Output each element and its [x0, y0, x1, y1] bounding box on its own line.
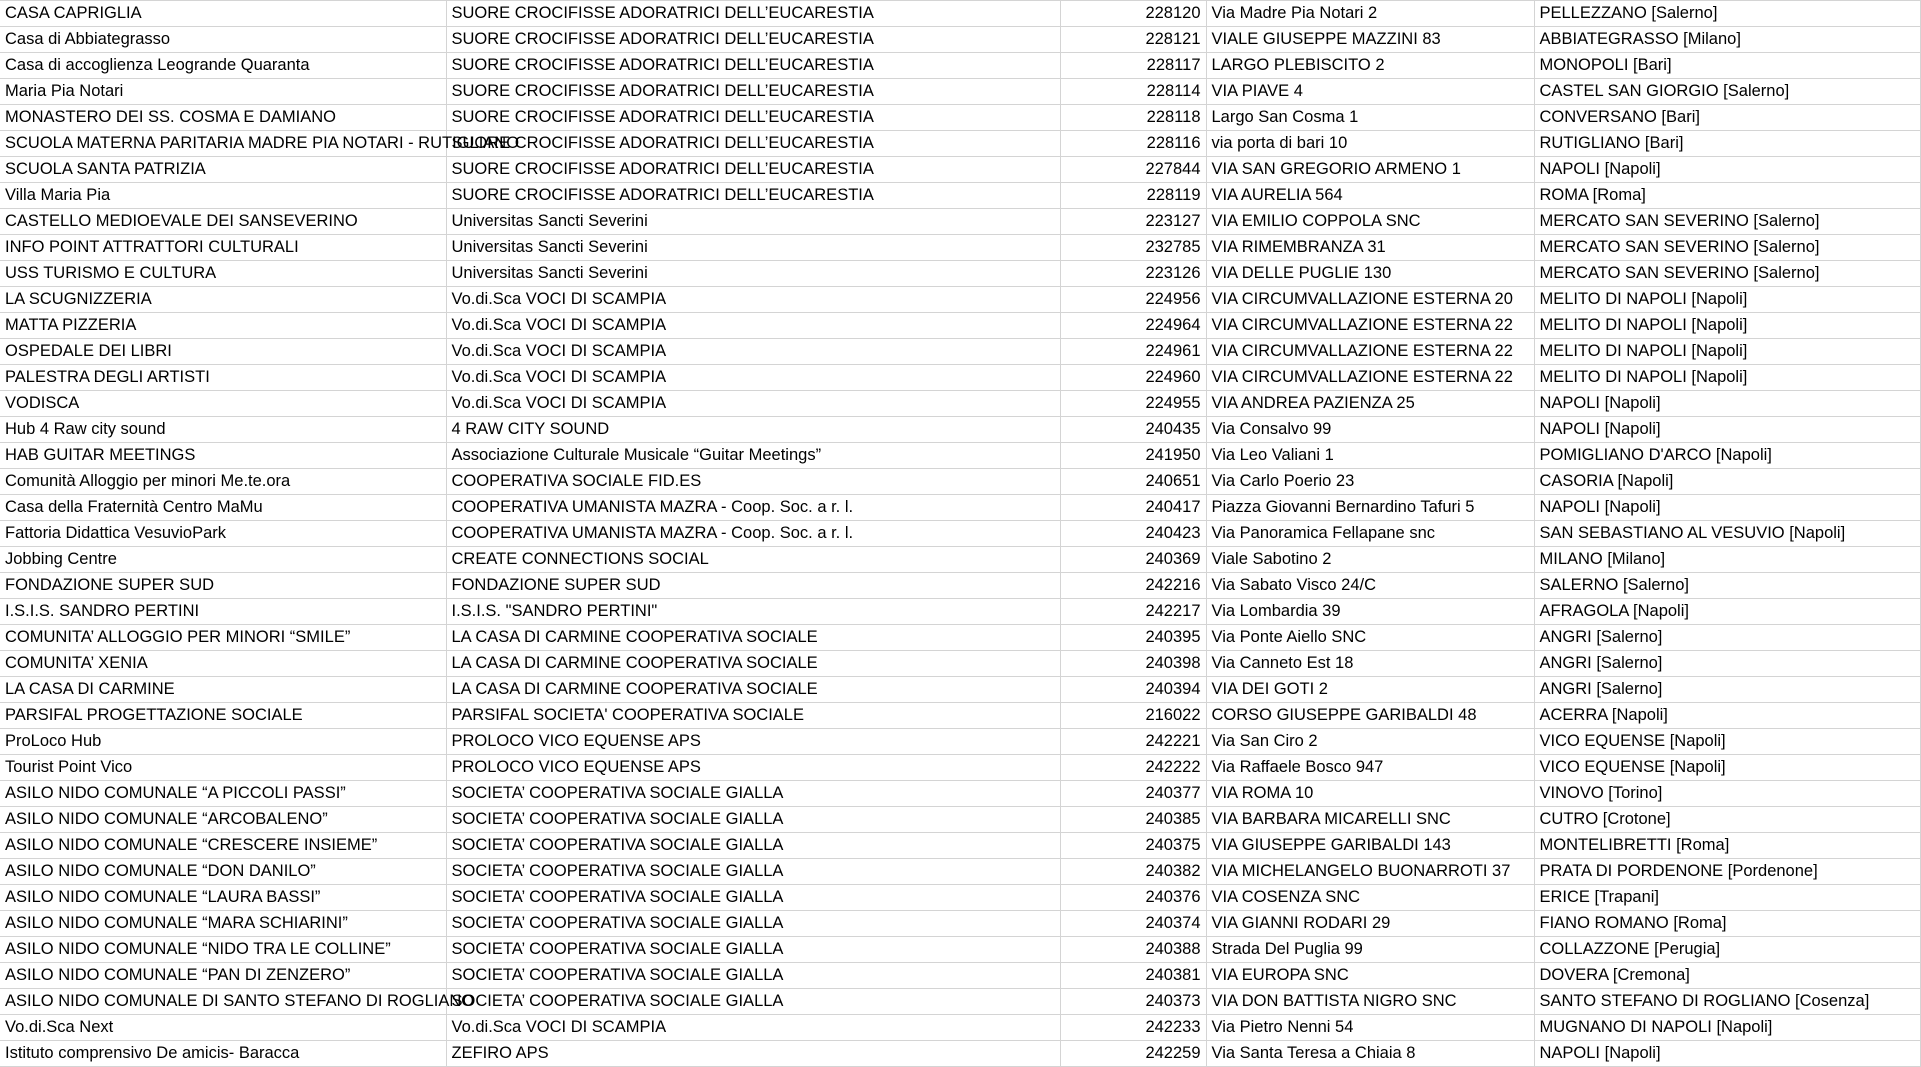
- address-cell[interactable]: VIA EMILIO COPPOLA SNC: [1206, 209, 1534, 235]
- organization-cell[interactable]: SUORE CROCIFISSE ADORATRICI DELL’EUCARESTIA: [446, 105, 1060, 131]
- city-cell[interactable]: CUTRO [Crotone]: [1534, 807, 1920, 833]
- organization-cell[interactable]: LA CASA DI CARMINE COOPERATIVA SOCIALE: [446, 625, 1060, 651]
- address-cell[interactable]: Via Sabato Visco 24/C: [1206, 573, 1534, 599]
- table-row: [0, 183, 1920, 209]
- city-cell[interactable]: CASORIA [Napoli]: [1534, 469, 1920, 495]
- table-row: [0, 417, 1920, 443]
- code-cell[interactable]: 242259: [1060, 1041, 1206, 1067]
- code-cell[interactable]: 240377: [1060, 781, 1206, 807]
- table-row: [0, 989, 1920, 1015]
- site-name-cell[interactable]: Comunità Alloggio per minori Me.te.ora: [0, 469, 446, 495]
- site-name-cell[interactable]: MATTA PIZZERIA: [0, 313, 446, 339]
- site-name-cell[interactable]: Casa della Fraternità Centro MaMu: [0, 495, 446, 521]
- address-cell[interactable]: VIA CIRCUMVALLAZIONE ESTERNA 22: [1206, 365, 1534, 391]
- city-cell[interactable]: PELLEZZANO [Salerno]: [1534, 1, 1920, 27]
- address-cell[interactable]: VIA RIMEMBRANZA 31: [1206, 235, 1534, 261]
- address-cell[interactable]: VIA MICHELANGELO BUONARROTI 37: [1206, 859, 1534, 885]
- site-name-cell[interactable]: Jobbing Centre: [0, 547, 446, 573]
- code-cell[interactable]: 228114: [1060, 79, 1206, 105]
- table-row: [0, 235, 1920, 261]
- code-cell[interactable]: 228119: [1060, 183, 1206, 209]
- table-row: [0, 833, 1920, 859]
- site-name-cell[interactable]: PALESTRA DEGLI ARTISTI: [0, 365, 446, 391]
- site-name-cell[interactable]: ASILO NIDO COMUNALE “A PICCOLI PASSI”: [0, 781, 446, 807]
- address-cell[interactable]: VIA SAN GREGORIO ARMENO 1: [1206, 157, 1534, 183]
- organization-cell[interactable]: FONDAZIONE SUPER SUD: [446, 573, 1060, 599]
- site-name-cell[interactable]: ASILO NIDO COMUNALE “NIDO TRA LE COLLINE”: [0, 937, 446, 963]
- organization-cell[interactable]: Vo.di.Sca VOCI DI SCAMPIA: [446, 313, 1060, 339]
- city-cell[interactable]: ANGRI [Salerno]: [1534, 651, 1920, 677]
- site-name-cell[interactable]: CASTELLO MEDIOEVALE DEI SANSEVERINO: [0, 209, 446, 235]
- site-name-cell[interactable]: Villa Maria Pia: [0, 183, 446, 209]
- organization-cell[interactable]: PROLOCO VICO EQUENSE APS: [446, 729, 1060, 755]
- site-name-cell[interactable]: OSPEDALE DEI LIBRI: [0, 339, 446, 365]
- address-cell[interactable]: Via San Ciro 2: [1206, 729, 1534, 755]
- city-cell[interactable]: SANTO STEFANO DI ROGLIANO [Cosenza]: [1534, 989, 1920, 1015]
- table-row: [0, 1, 1920, 27]
- code-cell[interactable]: 240398: [1060, 651, 1206, 677]
- table-row: [0, 807, 1920, 833]
- code-cell[interactable]: 240435: [1060, 417, 1206, 443]
- code-cell[interactable]: 240374: [1060, 911, 1206, 937]
- site-name-cell[interactable]: Tourist Point Vico: [0, 755, 446, 781]
- site-name-cell[interactable]: Casa di accoglienza Leogrande Quaranta: [0, 53, 446, 79]
- address-cell[interactable]: VIA AURELIA 564: [1206, 183, 1534, 209]
- city-cell[interactable]: NAPOLI [Napoli]: [1534, 157, 1920, 183]
- table-row: [0, 1041, 1920, 1067]
- address-cell[interactable]: Via Ponte Aiello SNC: [1206, 625, 1534, 651]
- address-cell[interactable]: LARGO PLEBISCITO 2: [1206, 53, 1534, 79]
- site-name-cell[interactable]: VODISCA: [0, 391, 446, 417]
- table-row: [0, 781, 1920, 807]
- table-row: [0, 339, 1920, 365]
- code-cell[interactable]: 240376: [1060, 885, 1206, 911]
- organization-cell[interactable]: Vo.di.Sca VOCI DI SCAMPIA: [446, 391, 1060, 417]
- code-cell[interactable]: 228118: [1060, 105, 1206, 131]
- organization-cell[interactable]: SOCIETA’ COOPERATIVA SOCIALE GIALLA: [446, 807, 1060, 833]
- site-name-cell[interactable]: ASILO NIDO COMUNALE “ARCOBALENO”: [0, 807, 446, 833]
- site-name-cell[interactable]: LA CASA DI CARMINE: [0, 677, 446, 703]
- site-name-cell[interactable]: HAB GUITAR MEETINGS: [0, 443, 446, 469]
- address-cell[interactable]: Via Panoramica Fellapane snc: [1206, 521, 1534, 547]
- organization-cell[interactable]: LA CASA DI CARMINE COOPERATIVA SOCIALE: [446, 651, 1060, 677]
- city-cell[interactable]: PRATA DI PORDENONE [Pordenone]: [1534, 859, 1920, 885]
- table-row: [0, 105, 1920, 131]
- organization-cell[interactable]: SOCIETA’ COOPERATIVA SOCIALE GIALLA: [446, 781, 1060, 807]
- organization-cell[interactable]: SOCIETA’ COOPERATIVA SOCIALE GIALLA: [446, 989, 1060, 1015]
- table-row: [0, 859, 1920, 885]
- address-cell[interactable]: Via Canneto Est 18: [1206, 651, 1534, 677]
- organization-cell[interactable]: SOCIETA’ COOPERATIVA SOCIALE GIALLA: [446, 859, 1060, 885]
- code-cell[interactable]: 242222: [1060, 755, 1206, 781]
- site-name-cell[interactable]: COMUNITA’ XENIA: [0, 651, 446, 677]
- site-name-cell[interactable]: Vo.di.Sca Next: [0, 1015, 446, 1041]
- table-row: [0, 599, 1920, 625]
- city-cell[interactable]: RUTIGLIANO [Bari]: [1534, 131, 1920, 157]
- address-cell[interactable]: Via Santa Teresa a Chiaia 8: [1206, 1041, 1534, 1067]
- site-name-cell[interactable]: COMUNITA’ ALLOGGIO PER MINORI “SMILE”: [0, 625, 446, 651]
- city-cell[interactable]: MELITO DI NAPOLI [Napoli]: [1534, 313, 1920, 339]
- table-row: [0, 885, 1920, 911]
- city-cell[interactable]: ABBIATEGRASSO [Milano]: [1534, 27, 1920, 53]
- organization-cell[interactable]: Universitas Sancti Severini: [446, 261, 1060, 287]
- site-name-cell[interactable]: Istituto comprensivo De amicis- Baracca: [0, 1041, 446, 1067]
- code-cell[interactable]: 240395: [1060, 625, 1206, 651]
- site-name-cell[interactable]: Fattoria Didattica VesuvioPark: [0, 521, 446, 547]
- address-cell[interactable]: VIA CIRCUMVALLAZIONE ESTERNA 22: [1206, 339, 1534, 365]
- table-row: [0, 443, 1920, 469]
- organization-cell[interactable]: SUORE CROCIFISSE ADORATRICI DELL’EUCARESTIA: [446, 131, 1060, 157]
- city-cell[interactable]: DOVERA [Cremona]: [1534, 963, 1920, 989]
- city-cell[interactable]: ROMA [Roma]: [1534, 183, 1920, 209]
- city-cell[interactable]: MELITO DI NAPOLI [Napoli]: [1534, 365, 1920, 391]
- site-name-cell[interactable]: INFO POINT ATTRATTORI CULTURALI: [0, 235, 446, 261]
- organization-cell[interactable]: SUORE CROCIFISSE ADORATRICI DELL’EUCARESTIA: [446, 53, 1060, 79]
- organization-cell[interactable]: Universitas Sancti Severini: [446, 209, 1060, 235]
- table-row: [0, 521, 1920, 547]
- site-name-cell[interactable]: ASILO NIDO COMUNALE “PAN DI ZENZERO”: [0, 963, 446, 989]
- address-cell[interactable]: Via Leo Valiani 1: [1206, 443, 1534, 469]
- organization-cell[interactable]: SUORE CROCIFISSE ADORATRICI DELL’EUCARESTIA: [446, 27, 1060, 53]
- city-cell[interactable]: NAPOLI [Napoli]: [1534, 391, 1920, 417]
- code-cell[interactable]: 224960: [1060, 365, 1206, 391]
- organization-cell[interactable]: I.S.I.S. "SANDRO PERTINI": [446, 599, 1060, 625]
- address-cell[interactable]: Via Lombardia 39: [1206, 599, 1534, 625]
- code-cell[interactable]: 241950: [1060, 443, 1206, 469]
- address-cell[interactable]: Via Pietro Nenni 54: [1206, 1015, 1534, 1041]
- address-cell[interactable]: VIA CIRCUMVALLAZIONE ESTERNA 22: [1206, 313, 1534, 339]
- organization-cell[interactable]: SOCIETA’ COOPERATIVA SOCIALE GIALLA: [446, 885, 1060, 911]
- table-row: [0, 287, 1920, 313]
- site-name-cell[interactable]: Maria Pia Notari: [0, 79, 446, 105]
- city-cell[interactable]: COLLAZZONE [Perugia]: [1534, 937, 1920, 963]
- table-row: [0, 261, 1920, 287]
- city-cell[interactable]: ANGRI [Salerno]: [1534, 677, 1920, 703]
- table-row: [0, 911, 1920, 937]
- organization-cell[interactable]: PARSIFAL SOCIETA' COOPERATIVA SOCIALE: [446, 703, 1060, 729]
- site-name-cell[interactable]: ASILO NIDO COMUNALE “DON DANILO”: [0, 859, 446, 885]
- code-cell[interactable]: 242221: [1060, 729, 1206, 755]
- site-name-cell[interactable]: FONDAZIONE SUPER SUD: [0, 573, 446, 599]
- organization-cell[interactable]: LA CASA DI CARMINE COOPERATIVA SOCIALE: [446, 677, 1060, 703]
- site-name-cell[interactable]: PARSIFAL PROGETTAZIONE SOCIALE: [0, 703, 446, 729]
- site-name-cell[interactable]: ASILO NIDO COMUNALE “LAURA BASSI”: [0, 885, 446, 911]
- address-cell[interactable]: VIA BARBARA MICARELLI SNC: [1206, 807, 1534, 833]
- city-cell[interactable]: MONTELIBRETTI [Roma]: [1534, 833, 1920, 859]
- code-cell[interactable]: 224955: [1060, 391, 1206, 417]
- table-row: [0, 963, 1920, 989]
- site-name-cell[interactable]: Hub 4 Raw city sound: [0, 417, 446, 443]
- address-cell[interactable]: VIALE GIUSEPPE MAZZINI 83: [1206, 27, 1534, 53]
- code-cell[interactable]: 240373: [1060, 989, 1206, 1015]
- organization-cell[interactable]: COOPERATIVA SOCIALE FID.ES: [446, 469, 1060, 495]
- city-cell[interactable]: VICO EQUENSE [Napoli]: [1534, 729, 1920, 755]
- site-name-cell[interactable]: ProLoco Hub: [0, 729, 446, 755]
- organization-cell[interactable]: PROLOCO VICO EQUENSE APS: [446, 755, 1060, 781]
- organization-cell[interactable]: CREATE CONNECTIONS SOCIAL: [446, 547, 1060, 573]
- organization-cell[interactable]: COOPERATIVA UMANISTA MAZRA - Coop. Soc. a r. l.: [446, 495, 1060, 521]
- table-row: [0, 651, 1920, 677]
- address-cell[interactable]: VIA EUROPA SNC: [1206, 963, 1534, 989]
- table-row: [0, 313, 1920, 339]
- address-cell[interactable]: VIA ROMA 10: [1206, 781, 1534, 807]
- city-cell[interactable]: AFRAGOLA [Napoli]: [1534, 599, 1920, 625]
- table-row: [0, 27, 1920, 53]
- table-row: [0, 547, 1920, 573]
- table-row: [0, 729, 1920, 755]
- site-name-cell[interactable]: CASA CAPRIGLIA: [0, 1, 446, 27]
- code-cell[interactable]: 240388: [1060, 937, 1206, 963]
- code-cell[interactable]: 224964: [1060, 313, 1206, 339]
- site-name-cell[interactable]: SCUOLA MATERNA PARITARIA MADRE PIA NOTARI - RUTIGLIANO: [0, 131, 446, 157]
- table-row: [0, 53, 1920, 79]
- code-cell[interactable]: 242216: [1060, 573, 1206, 599]
- organization-cell[interactable]: SOCIETA’ COOPERATIVA SOCIALE GIALLA: [446, 833, 1060, 859]
- address-cell[interactable]: VIA PIAVE 4: [1206, 79, 1534, 105]
- site-name-cell[interactable]: LA SCUGNIZZERIA: [0, 287, 446, 313]
- code-cell[interactable]: 240385: [1060, 807, 1206, 833]
- table-row: [0, 573, 1920, 599]
- city-cell[interactable]: ANGRI [Salerno]: [1534, 625, 1920, 651]
- table-row: [0, 469, 1920, 495]
- code-cell[interactable]: 223126: [1060, 261, 1206, 287]
- table-row: [0, 703, 1920, 729]
- city-cell[interactable]: MUGNANO DI NAPOLI [Napoli]: [1534, 1015, 1920, 1041]
- organization-cell[interactable]: SOCIETA’ COOPERATIVA SOCIALE GIALLA: [446, 911, 1060, 937]
- address-cell[interactable]: VIA CIRCUMVALLAZIONE ESTERNA 20: [1206, 287, 1534, 313]
- city-cell[interactable]: POMIGLIANO D'ARCO [Napoli]: [1534, 443, 1920, 469]
- address-cell[interactable]: VIA GIUSEPPE GARIBALDI 143: [1206, 833, 1534, 859]
- code-cell[interactable]: 240651: [1060, 469, 1206, 495]
- table-row: [0, 625, 1920, 651]
- address-cell[interactable]: VIA DON BATTISTA NIGRO SNC: [1206, 989, 1534, 1015]
- organization-cell[interactable]: Universitas Sancti Severini: [446, 235, 1060, 261]
- code-cell[interactable]: 228116: [1060, 131, 1206, 157]
- code-cell[interactable]: 228117: [1060, 53, 1206, 79]
- table-row: [0, 1015, 1920, 1041]
- city-cell[interactable]: MERCATO SAN SEVERINO [Salerno]: [1534, 209, 1920, 235]
- table-row: [0, 79, 1920, 105]
- address-cell[interactable]: VIA DEI GOTI 2: [1206, 677, 1534, 703]
- code-cell[interactable]: 223127: [1060, 209, 1206, 235]
- city-cell[interactable]: NAPOLI [Napoli]: [1534, 1041, 1920, 1067]
- organization-cell[interactable]: Vo.di.Sca VOCI DI SCAMPIA: [446, 339, 1060, 365]
- city-cell[interactable]: CASTEL SAN GIORGIO [Salerno]: [1534, 79, 1920, 105]
- organization-cell[interactable]: SUORE CROCIFISSE ADORATRICI DELL’EUCARESTIA: [446, 183, 1060, 209]
- address-cell[interactable]: VIA COSENZA SNC: [1206, 885, 1534, 911]
- address-cell[interactable]: VIA GIANNI RODARI 29: [1206, 911, 1534, 937]
- site-name-cell[interactable]: USS TURISMO E CULTURA: [0, 261, 446, 287]
- organization-cell[interactable]: SOCIETA’ COOPERATIVA SOCIALE GIALLA: [446, 937, 1060, 963]
- address-cell[interactable]: Largo San Cosma 1: [1206, 105, 1534, 131]
- table-row: [0, 209, 1920, 235]
- address-cell[interactable]: via porta di bari 10: [1206, 131, 1534, 157]
- organization-cell[interactable]: SUORE CROCIFISSE ADORATRICI DELL’EUCARESTIA: [446, 79, 1060, 105]
- code-cell[interactable]: 216022: [1060, 703, 1206, 729]
- code-cell[interactable]: 228120: [1060, 1, 1206, 27]
- organization-cell[interactable]: COOPERATIVA UMANISTA MAZRA - Coop. Soc. a r. l.: [446, 521, 1060, 547]
- spreadsheet-body: [0, 1, 1920, 1067]
- organization-cell[interactable]: 4 RAW CITY SOUND: [446, 417, 1060, 443]
- code-cell[interactable]: 240417: [1060, 495, 1206, 521]
- table-row: [0, 365, 1920, 391]
- code-cell[interactable]: 240381: [1060, 963, 1206, 989]
- code-cell[interactable]: 242217: [1060, 599, 1206, 625]
- table-row: [0, 755, 1920, 781]
- address-cell[interactable]: Strada Del Puglia 99: [1206, 937, 1534, 963]
- city-cell[interactable]: ERICE [Trapani]: [1534, 885, 1920, 911]
- site-name-cell[interactable]: I.S.I.S. SANDRO PERTINI: [0, 599, 446, 625]
- table-row: [0, 131, 1920, 157]
- code-cell[interactable]: 224961: [1060, 339, 1206, 365]
- table-row: [0, 495, 1920, 521]
- code-cell[interactable]: 232785: [1060, 235, 1206, 261]
- site-name-cell[interactable]: ASILO NIDO COMUNALE DI SANTO STEFANO DI ROGLIANO: [0, 989, 446, 1015]
- address-cell[interactable]: Via Madre Pia Notari 2: [1206, 1, 1534, 27]
- organization-cell[interactable]: Vo.di.Sca VOCI DI SCAMPIA: [446, 287, 1060, 313]
- city-cell[interactable]: MELITO DI NAPOLI [Napoli]: [1534, 339, 1920, 365]
- table-row: [0, 677, 1920, 703]
- code-cell[interactable]: 224956: [1060, 287, 1206, 313]
- code-cell[interactable]: 227844: [1060, 157, 1206, 183]
- code-cell[interactable]: 240375: [1060, 833, 1206, 859]
- city-cell[interactable]: ACERRA [Napoli]: [1534, 703, 1920, 729]
- address-cell[interactable]: Via Raffaele Bosco 947: [1206, 755, 1534, 781]
- city-cell[interactable]: MERCATO SAN SEVERINO [Salerno]: [1534, 235, 1920, 261]
- city-cell[interactable]: CONVERSANO [Bari]: [1534, 105, 1920, 131]
- table-row: [0, 937, 1920, 963]
- address-cell[interactable]: VIA DELLE PUGLIE 130: [1206, 261, 1534, 287]
- table-row: [0, 157, 1920, 183]
- code-cell[interactable]: 240369: [1060, 547, 1206, 573]
- code-cell[interactable]: 242233: [1060, 1015, 1206, 1041]
- site-name-cell[interactable]: ASILO NIDO COMUNALE “CRESCERE INSIEME”: [0, 833, 446, 859]
- address-cell[interactable]: VIA ANDREA PAZIENZA 25: [1206, 391, 1534, 417]
- city-cell[interactable]: NAPOLI [Napoli]: [1534, 417, 1920, 443]
- organization-cell[interactable]: SOCIETA’ COOPERATIVA SOCIALE GIALLA: [446, 963, 1060, 989]
- city-cell[interactable]: SALERNO [Salerno]: [1534, 573, 1920, 599]
- organization-cell[interactable]: Vo.di.Sca VOCI DI SCAMPIA: [446, 365, 1060, 391]
- code-cell[interactable]: 240394: [1060, 677, 1206, 703]
- city-cell[interactable]: MILANO [Milano]: [1534, 547, 1920, 573]
- city-cell[interactable]: MELITO DI NAPOLI [Napoli]: [1534, 287, 1920, 313]
- site-name-cell[interactable]: SCUOLA SANTA PATRIZIA: [0, 157, 446, 183]
- code-cell[interactable]: 240382: [1060, 859, 1206, 885]
- address-cell[interactable]: Viale Sabotino 2: [1206, 547, 1534, 573]
- organization-cell[interactable]: Vo.di.Sca VOCI DI SCAMPIA: [446, 1015, 1060, 1041]
- city-cell[interactable]: MONOPOLI [Bari]: [1534, 53, 1920, 79]
- address-cell[interactable]: Via Consalvo 99: [1206, 417, 1534, 443]
- city-cell[interactable]: FIANO ROMANO [Roma]: [1534, 911, 1920, 937]
- code-cell[interactable]: 240423: [1060, 521, 1206, 547]
- code-cell[interactable]: 228121: [1060, 27, 1206, 53]
- organization-cell[interactable]: SUORE CROCIFISSE ADORATRICI DELL’EUCARESTIA: [446, 1, 1060, 27]
- address-cell[interactable]: Via Carlo Poerio 23: [1206, 469, 1534, 495]
- site-name-cell[interactable]: Casa di Abbiategrasso: [0, 27, 446, 53]
- city-cell[interactable]: VICO EQUENSE [Napoli]: [1534, 755, 1920, 781]
- organization-cell[interactable]: ZEFIRO APS: [446, 1041, 1060, 1067]
- site-name-cell[interactable]: ASILO NIDO COMUNALE “MARA SCHIARINI”: [0, 911, 446, 937]
- address-cell[interactable]: CORSO GIUSEPPE GARIBALDI 48: [1206, 703, 1534, 729]
- organization-cell[interactable]: Associazione Culturale Musicale “Guitar Meetings”: [446, 443, 1060, 469]
- city-cell[interactable]: VINOVO [Torino]: [1534, 781, 1920, 807]
- city-cell[interactable]: NAPOLI [Napoli]: [1534, 495, 1920, 521]
- address-cell[interactable]: Piazza Giovanni Bernardino Tafuri 5: [1206, 495, 1534, 521]
- city-cell[interactable]: SAN SEBASTIANO AL VESUVIO [Napoli]: [1534, 521, 1920, 547]
- city-cell[interactable]: MERCATO SAN SEVERINO [Salerno]: [1534, 261, 1920, 287]
- organization-cell[interactable]: SUORE CROCIFISSE ADORATRICI DELL’EUCARESTIA: [446, 157, 1060, 183]
- site-name-cell[interactable]: MONASTERO DEI SS. COSMA E DAMIANO: [0, 105, 446, 131]
- table-row: [0, 391, 1920, 417]
